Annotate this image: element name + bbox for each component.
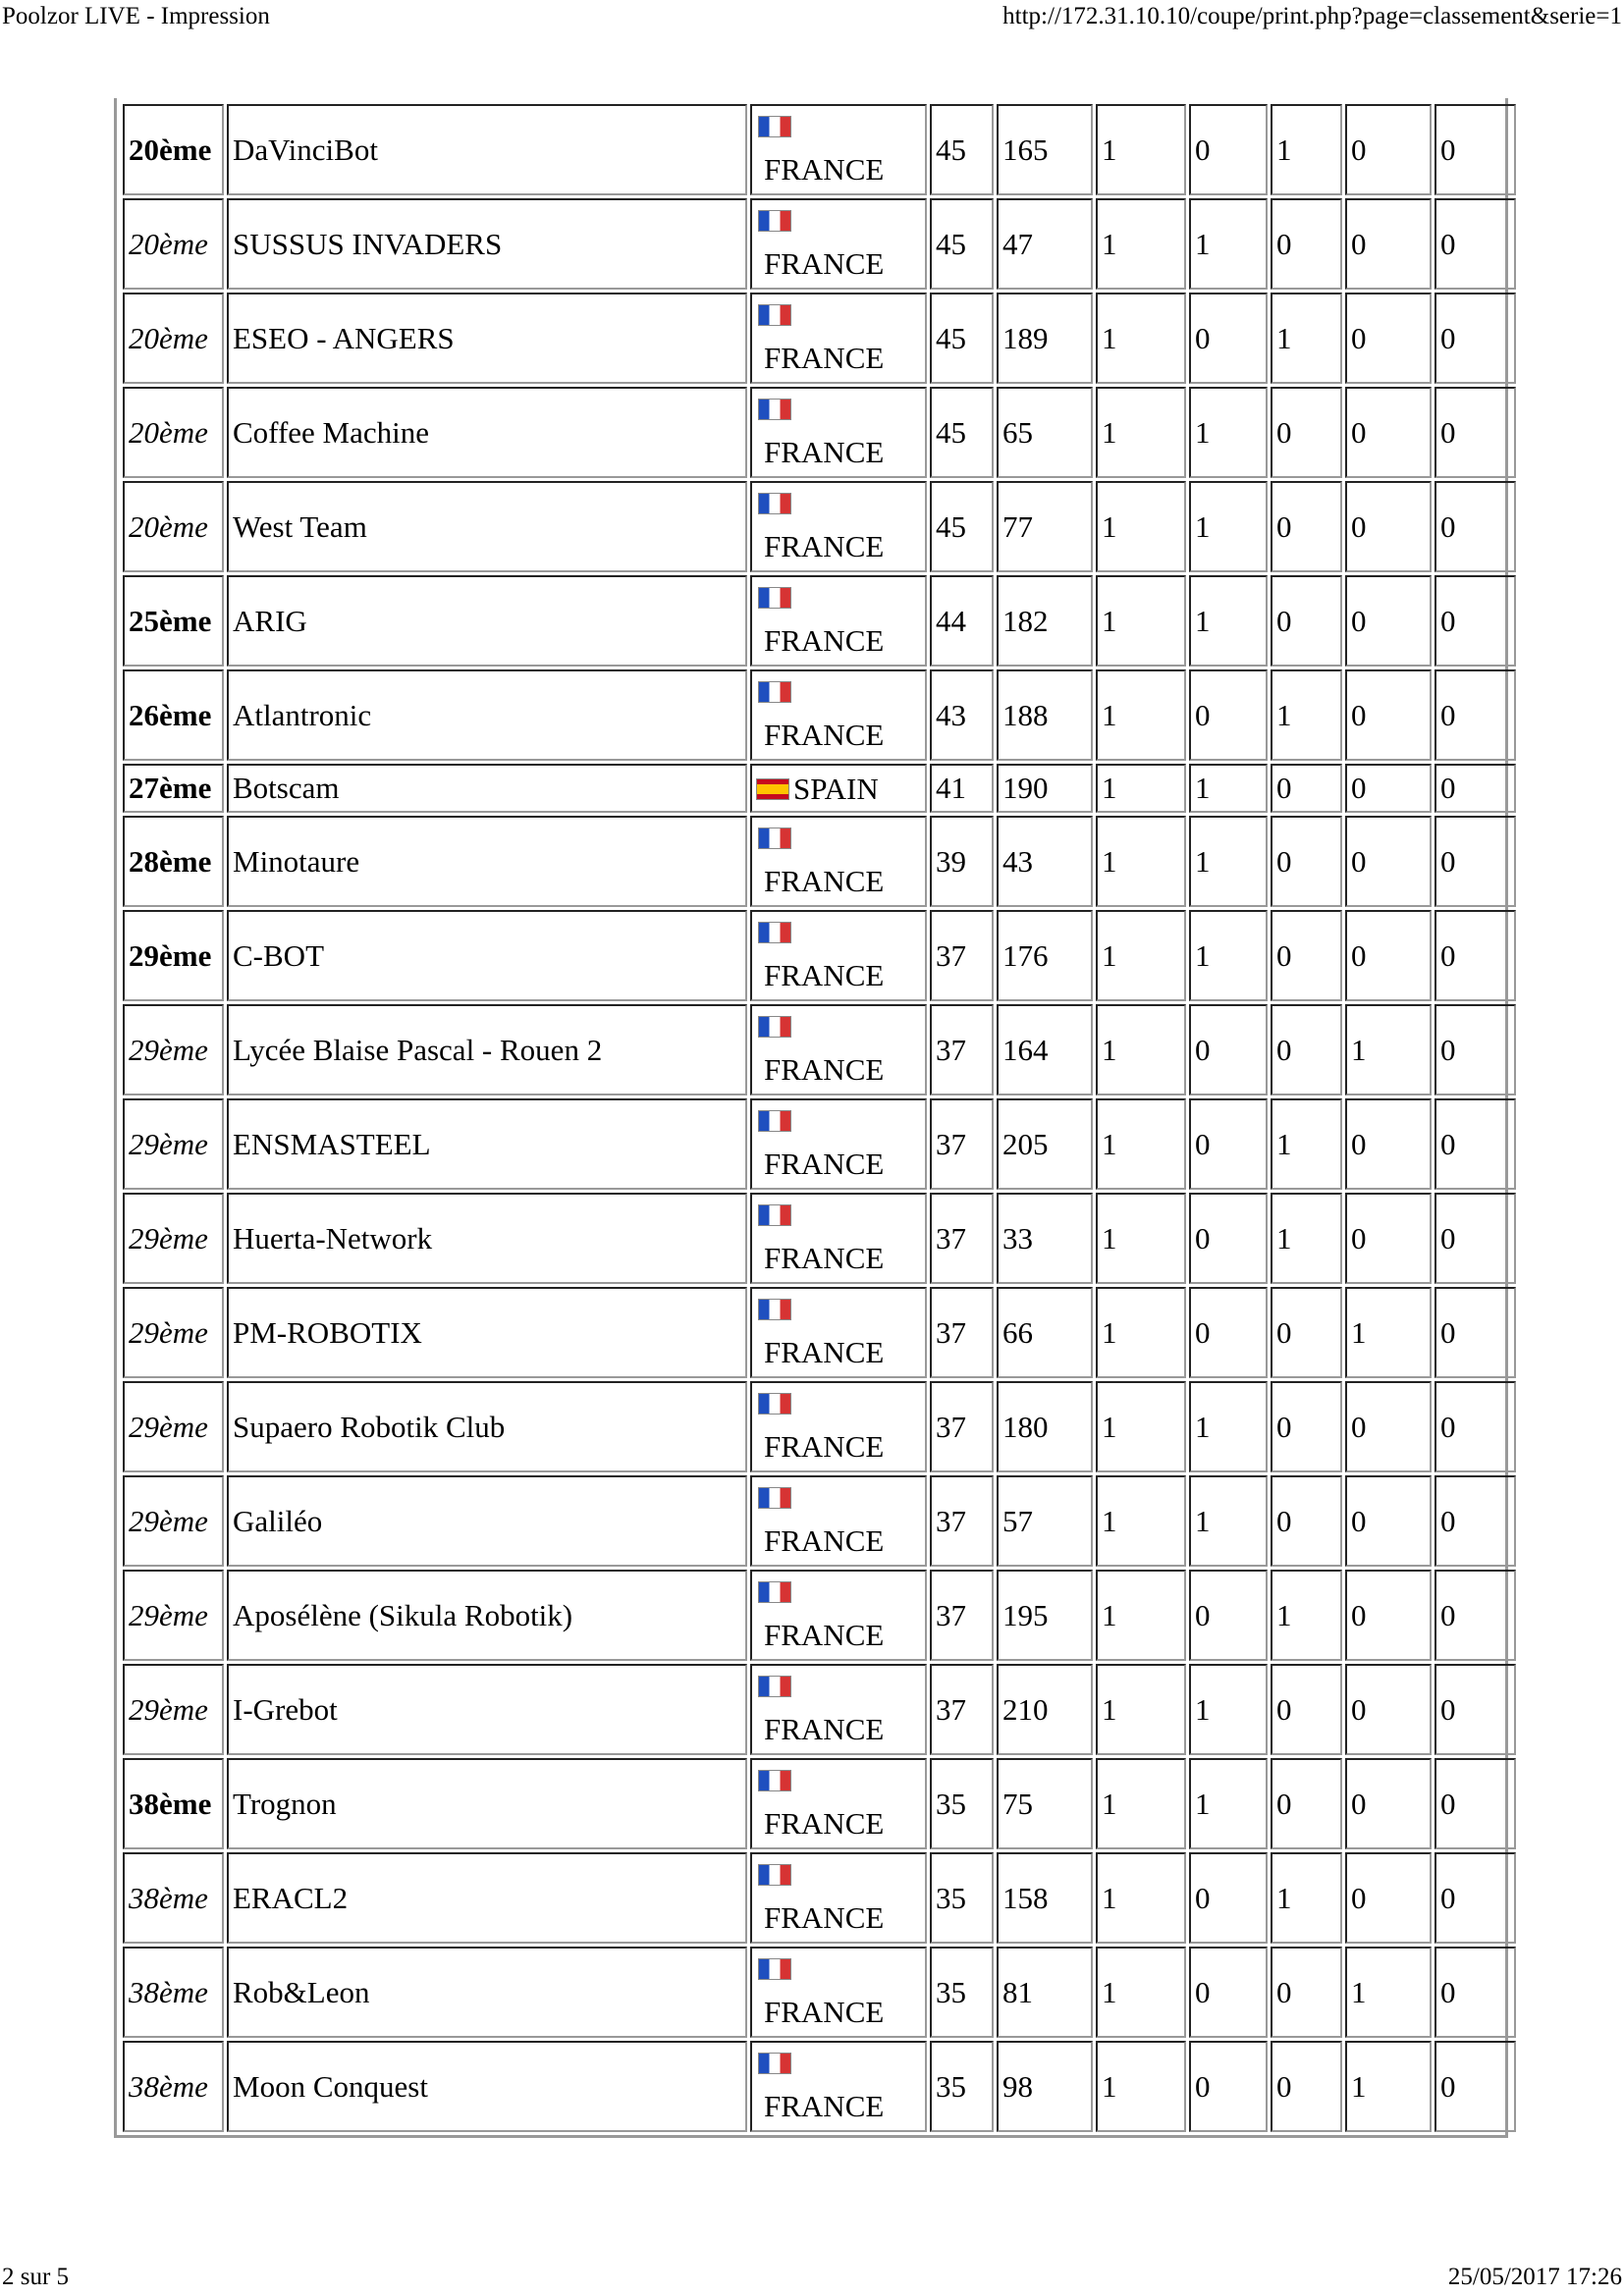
stat-cell-2: 0 — [1189, 293, 1268, 384]
stat-cell-3: 1 — [1271, 104, 1342, 195]
stat-cell-5: 0 — [1435, 1287, 1516, 1378]
team-name-cell: West Team — [227, 481, 747, 572]
score-cell: 41 — [930, 764, 994, 813]
stat-cell-4: 0 — [1345, 764, 1432, 813]
country-cell — [750, 1381, 927, 1472]
team-id-cell: 190 — [997, 764, 1093, 813]
stat-cell-3: 0 — [1271, 2041, 1342, 2132]
table-row — [123, 1475, 1516, 1567]
table-row — [123, 1004, 1516, 1095]
stat-cell-3: 0 — [1271, 1004, 1342, 1095]
stat-cell-2: 0 — [1189, 1947, 1268, 2038]
stat-cell-3: 0 — [1271, 910, 1342, 1001]
stat-cell-5: 0 — [1435, 575, 1516, 667]
team-id-cell: 158 — [997, 1852, 1093, 1944]
team-name-cell: Minotaure — [227, 816, 747, 907]
score-cell: 45 — [930, 104, 994, 195]
stat-cell-5: 0 — [1435, 1193, 1516, 1284]
rank-cell: 29ème — [123, 1664, 224, 1755]
stat-cell-2: 0 — [1189, 2041, 1268, 2132]
france-flag-icon — [758, 304, 791, 326]
country-cell — [750, 104, 927, 195]
team-name-cell: Lycée Blaise Pascal - Rouen 2 — [227, 1004, 747, 1095]
score-cell: 43 — [930, 669, 994, 761]
country-name: FRANCE — [764, 1335, 885, 1369]
team-name-cell: PM-ROBOTIX — [227, 1287, 747, 1378]
team-name-cell: SUSSUS INVADERS — [227, 198, 747, 290]
stat-cell-4: 0 — [1345, 910, 1432, 1001]
country-name: FRANCE — [764, 1241, 885, 1275]
team-name-cell: Botscam — [227, 764, 747, 813]
rank-cell: 26ème — [123, 669, 224, 761]
team-name-cell: C-BOT — [227, 910, 747, 1001]
team-name-cell: I-Grebot — [227, 1664, 747, 1755]
stat-cell-4: 0 — [1345, 481, 1432, 572]
stat-cell-3: 0 — [1271, 481, 1342, 572]
stat-cell-3: 1 — [1271, 1570, 1342, 1661]
score-cell: 45 — [930, 481, 994, 572]
stat-cell-4: 0 — [1345, 669, 1432, 761]
rank-cell: 29ème — [123, 1287, 224, 1378]
stat-cell-3: 0 — [1271, 1947, 1342, 2038]
stat-cell-1: 1 — [1096, 1852, 1186, 1944]
stat-cell-5: 0 — [1435, 481, 1516, 572]
country-cell — [750, 198, 927, 290]
country-name: FRANCE — [764, 864, 885, 898]
stat-cell-5: 0 — [1435, 764, 1516, 813]
stat-cell-1: 1 — [1096, 1664, 1186, 1755]
table-row — [123, 481, 1516, 572]
country-cell — [750, 1758, 927, 1849]
stat-cell-3: 1 — [1271, 293, 1342, 384]
page-header-title: Poolzor LIVE - Impression — [2, 3, 270, 29]
stat-cell-4: 0 — [1345, 293, 1432, 384]
score-cell: 35 — [930, 2041, 994, 2132]
country-name: FRANCE — [764, 1995, 885, 2029]
country-cell — [750, 1004, 927, 1095]
country-name: FRANCE — [764, 1052, 885, 1087]
score-cell: 35 — [930, 1852, 994, 1944]
france-flag-icon — [758, 587, 791, 609]
france-flag-icon — [758, 1204, 791, 1226]
stat-cell-2: 1 — [1189, 1475, 1268, 1567]
table-row — [123, 1570, 1516, 1661]
stat-cell-1: 1 — [1096, 764, 1186, 813]
stat-cell-5: 0 — [1435, 1758, 1516, 1849]
country-cell — [750, 1570, 927, 1661]
stat-cell-2: 0 — [1189, 1570, 1268, 1661]
country-cell — [750, 293, 927, 384]
stat-cell-1: 1 — [1096, 910, 1186, 1001]
stat-cell-4: 0 — [1345, 1381, 1432, 1472]
country-cell — [750, 1852, 927, 1944]
stat-cell-4: 1 — [1345, 1287, 1432, 1378]
score-cell: 37 — [930, 1004, 994, 1095]
france-flag-icon — [758, 1770, 791, 1791]
rank-cell: 29ème — [123, 1098, 224, 1190]
score-cell: 45 — [930, 387, 994, 478]
country-name: FRANCE — [764, 152, 885, 187]
table-row — [123, 1758, 1516, 1849]
stat-cell-2: 1 — [1189, 198, 1268, 290]
stat-cell-3: 0 — [1271, 387, 1342, 478]
rank-cell: 29ème — [123, 1193, 224, 1284]
country-name: FRANCE — [764, 623, 885, 658]
rank-cell: 25ème — [123, 575, 224, 667]
table-row — [123, 1852, 1516, 1944]
stat-cell-5: 0 — [1435, 816, 1516, 907]
stat-cell-1: 1 — [1096, 1758, 1186, 1849]
country-cell — [750, 764, 927, 813]
stat-cell-3: 0 — [1271, 816, 1342, 907]
stat-cell-4: 0 — [1345, 1193, 1432, 1284]
team-name-cell: Coffee Machine — [227, 387, 747, 478]
france-flag-icon — [758, 828, 791, 849]
stat-cell-5: 0 — [1435, 198, 1516, 290]
rank-cell: 20ème — [123, 198, 224, 290]
table-row — [123, 1947, 1516, 2038]
rank-cell: 38ème — [123, 1947, 224, 2038]
team-name-cell: ARIG — [227, 575, 747, 667]
team-id-cell: 33 — [997, 1193, 1093, 1284]
team-id-cell: 205 — [997, 1098, 1093, 1190]
team-id-cell: 81 — [997, 1947, 1093, 2038]
stat-cell-4: 0 — [1345, 1664, 1432, 1755]
stat-cell-1: 1 — [1096, 816, 1186, 907]
stat-cell-1: 1 — [1096, 293, 1186, 384]
stat-cell-1: 1 — [1096, 1287, 1186, 1378]
table-row — [123, 910, 1516, 1001]
stat-cell-4: 0 — [1345, 1758, 1432, 1849]
page-header-url: http://172.31.10.10/coupe/print.php?page=classement&serie=1 — [1002, 3, 1622, 29]
stat-cell-2: 0 — [1189, 1852, 1268, 1944]
stat-cell-1: 1 — [1096, 1475, 1186, 1567]
team-id-cell: 182 — [997, 575, 1093, 667]
stat-cell-4: 1 — [1345, 2041, 1432, 2132]
stat-cell-5: 0 — [1435, 1852, 1516, 1944]
team-id-cell: 66 — [997, 1287, 1093, 1378]
page-footer-datetime: 25/05/2017 17:26 — [1447, 2264, 1622, 2290]
stat-cell-4: 0 — [1345, 198, 1432, 290]
team-name-cell: Galiléo — [227, 1475, 747, 1567]
score-cell: 37 — [930, 1570, 994, 1661]
country-name: FRANCE — [764, 1806, 885, 1841]
rank-cell: 20ème — [123, 293, 224, 384]
stat-cell-4: 0 — [1345, 387, 1432, 478]
france-flag-icon — [758, 922, 791, 943]
country-name: FRANCE — [764, 1429, 885, 1464]
team-id-cell: 164 — [997, 1004, 1093, 1095]
stat-cell-1: 1 — [1096, 1570, 1186, 1661]
stat-cell-2: 1 — [1189, 481, 1268, 572]
country-name: FRANCE — [764, 529, 885, 563]
country-cell — [750, 481, 927, 572]
rank-cell: 29ème — [123, 1004, 224, 1095]
stat-cell-2: 1 — [1189, 1381, 1268, 1472]
france-flag-icon — [758, 1393, 791, 1415]
table-row — [123, 387, 1516, 478]
table-row — [123, 1287, 1516, 1378]
team-name-cell: ESEO - ANGERS — [227, 293, 747, 384]
rank-cell: 29ème — [123, 1475, 224, 1567]
stat-cell-1: 1 — [1096, 1947, 1186, 2038]
table-row — [123, 104, 1516, 195]
stat-cell-5: 0 — [1435, 669, 1516, 761]
score-cell: 37 — [930, 1664, 994, 1755]
country-cell — [750, 1947, 927, 2038]
stat-cell-5: 0 — [1435, 1570, 1516, 1661]
stat-cell-4: 0 — [1345, 1570, 1432, 1661]
team-id-cell: 176 — [997, 910, 1093, 1001]
team-name-cell: Aposélène (Sikula Robotik) — [227, 1570, 747, 1661]
score-cell: 39 — [930, 816, 994, 907]
country-name: FRANCE — [764, 341, 885, 375]
stat-cell-4: 1 — [1345, 1947, 1432, 2038]
table-row — [123, 1098, 1516, 1190]
country-name: FRANCE — [764, 246, 885, 281]
stat-cell-1: 1 — [1096, 2041, 1186, 2132]
stat-cell-3: 0 — [1271, 198, 1342, 290]
stat-cell-5: 0 — [1435, 1664, 1516, 1755]
stat-cell-3: 1 — [1271, 1193, 1342, 1284]
rank-cell: 38ème — [123, 2041, 224, 2132]
score-cell: 37 — [930, 1475, 994, 1567]
country-name: FRANCE — [764, 1900, 885, 1935]
stat-cell-2: 0 — [1189, 1004, 1268, 1095]
stat-cell-1: 1 — [1096, 1004, 1186, 1095]
stat-cell-3: 0 — [1271, 1664, 1342, 1755]
stat-cell-3: 0 — [1271, 1475, 1342, 1567]
rank-cell: 38ème — [123, 1852, 224, 1944]
stat-cell-5: 0 — [1435, 1947, 1516, 2038]
team-id-cell: 75 — [997, 1758, 1093, 1849]
france-flag-icon — [758, 1958, 791, 1980]
team-id-cell: 210 — [997, 1664, 1093, 1755]
france-flag-icon — [758, 1299, 791, 1320]
rank-cell: 20ème — [123, 387, 224, 478]
table-row — [123, 1193, 1516, 1284]
stat-cell-4: 0 — [1345, 1852, 1432, 1944]
stat-cell-2: 0 — [1189, 669, 1268, 761]
table-row — [123, 2041, 1516, 2132]
stat-cell-3: 0 — [1271, 764, 1342, 813]
country-name: FRANCE — [764, 1147, 885, 1181]
stat-cell-1: 1 — [1096, 1381, 1186, 1472]
country-cell — [750, 1287, 927, 1378]
team-id-cell: 47 — [997, 198, 1093, 290]
country-cell — [750, 816, 927, 907]
rank-cell: 20ème — [123, 481, 224, 572]
table-row — [123, 198, 1516, 290]
france-flag-icon — [758, 1016, 791, 1038]
france-flag-icon — [758, 1864, 791, 1886]
country-cell — [750, 669, 927, 761]
score-cell: 37 — [930, 1287, 994, 1378]
stat-cell-5: 0 — [1435, 2041, 1516, 2132]
stat-cell-1: 1 — [1096, 481, 1186, 572]
france-flag-icon — [758, 493, 791, 514]
team-id-cell: 57 — [997, 1475, 1093, 1567]
table-row — [123, 669, 1516, 761]
team-id-cell: 165 — [997, 104, 1093, 195]
score-cell: 45 — [930, 198, 994, 290]
stat-cell-5: 0 — [1435, 1381, 1516, 1472]
team-name-cell: Huerta-Network — [227, 1193, 747, 1284]
stat-cell-5: 0 — [1435, 387, 1516, 478]
team-name-cell: ERACL2 — [227, 1852, 747, 1944]
stat-cell-1: 1 — [1096, 198, 1186, 290]
stat-cell-1: 1 — [1096, 1193, 1186, 1284]
stat-cell-5: 0 — [1435, 1004, 1516, 1095]
stat-cell-2: 1 — [1189, 1758, 1268, 1849]
country-name: FRANCE — [764, 718, 885, 752]
stat-cell-4: 1 — [1345, 1004, 1432, 1095]
stat-cell-2: 1 — [1189, 910, 1268, 1001]
stat-cell-3: 0 — [1271, 1287, 1342, 1378]
stat-cell-3: 1 — [1271, 669, 1342, 761]
team-id-cell: 98 — [997, 2041, 1093, 2132]
stat-cell-4: 0 — [1345, 575, 1432, 667]
rank-cell: 29ème — [123, 1570, 224, 1661]
stat-cell-3: 0 — [1271, 1381, 1342, 1472]
country-cell — [750, 2041, 927, 2132]
page-footer-page-number: 2 sur 5 — [2, 2264, 70, 2290]
score-cell: 44 — [930, 575, 994, 667]
france-flag-icon — [758, 2053, 791, 2074]
country-name: FRANCE — [764, 1712, 885, 1746]
team-name-cell: Supaero Robotik Club — [227, 1381, 747, 1472]
country-cell — [750, 575, 927, 667]
france-flag-icon — [758, 1110, 791, 1132]
team-id-cell: 65 — [997, 387, 1093, 478]
rank-cell: 20ème — [123, 104, 224, 195]
stat-cell-2: 0 — [1189, 1193, 1268, 1284]
team-id-cell: 180 — [997, 1381, 1093, 1472]
stat-cell-4: 0 — [1345, 1098, 1432, 1190]
team-id-cell: 189 — [997, 293, 1093, 384]
team-name-cell: Atlantronic — [227, 669, 747, 761]
stat-cell-1: 1 — [1096, 387, 1186, 478]
country-cell — [750, 1475, 927, 1567]
stat-cell-2: 0 — [1189, 1287, 1268, 1378]
stat-cell-4: 0 — [1345, 816, 1432, 907]
stat-cell-5: 0 — [1435, 104, 1516, 195]
score-cell: 35 — [930, 1758, 994, 1849]
rank-cell: 28ème — [123, 816, 224, 907]
stat-cell-2: 1 — [1189, 575, 1268, 667]
score-cell: 37 — [930, 910, 994, 1001]
score-cell: 35 — [930, 1947, 994, 2038]
rank-cell: 29ème — [123, 910, 224, 1001]
stat-cell-4: 0 — [1345, 1475, 1432, 1567]
stat-cell-2: 1 — [1189, 764, 1268, 813]
stat-cell-5: 0 — [1435, 910, 1516, 1001]
stat-cell-1: 1 — [1096, 575, 1186, 667]
score-cell: 37 — [930, 1381, 994, 1472]
team-name-cell: Rob&Leon — [227, 1947, 747, 2038]
stat-cell-3: 1 — [1271, 1098, 1342, 1190]
france-flag-icon — [758, 1581, 791, 1603]
ranking-table — [120, 101, 1519, 2135]
stat-cell-1: 1 — [1096, 104, 1186, 195]
france-flag-icon — [758, 1676, 791, 1697]
score-cell: 37 — [930, 1098, 994, 1190]
country-name: FRANCE — [764, 1523, 885, 1558]
country-cell — [750, 1193, 927, 1284]
stat-cell-5: 0 — [1435, 293, 1516, 384]
country-name: FRANCE — [764, 435, 885, 469]
score-cell: 37 — [930, 1193, 994, 1284]
country-name: FRANCE — [764, 958, 885, 992]
stat-cell-3: 0 — [1271, 575, 1342, 667]
stat-cell-5: 0 — [1435, 1475, 1516, 1567]
table-row — [123, 1381, 1516, 1472]
table-row — [123, 575, 1516, 667]
table-row — [123, 293, 1516, 384]
stat-cell-2: 1 — [1189, 816, 1268, 907]
table-row — [123, 816, 1516, 907]
stat-cell-2: 0 — [1189, 104, 1268, 195]
ranking-table-frame — [114, 98, 1508, 2138]
rank-cell: 38ème — [123, 1758, 224, 1849]
stat-cell-5: 0 — [1435, 1098, 1516, 1190]
team-id-cell: 188 — [997, 669, 1093, 761]
team-name-cell: Moon Conquest — [227, 2041, 747, 2132]
stat-cell-3: 1 — [1271, 1852, 1342, 1944]
country-cell — [750, 1664, 927, 1755]
stat-cell-4: 0 — [1345, 104, 1432, 195]
stat-cell-3: 0 — [1271, 1758, 1342, 1849]
stat-cell-2: 1 — [1189, 387, 1268, 478]
ranking-table-body — [123, 104, 1516, 2132]
rank-cell: 29ème — [123, 1381, 224, 1472]
table-row — [123, 1664, 1516, 1755]
team-name-cell: DaVinciBot — [227, 104, 747, 195]
france-flag-icon — [758, 399, 791, 420]
france-flag-icon — [758, 210, 791, 232]
france-flag-icon — [758, 681, 791, 703]
country-name: SPAIN — [793, 772, 879, 807]
score-cell: 45 — [930, 293, 994, 384]
stat-cell-1: 1 — [1096, 669, 1186, 761]
stat-cell-1: 1 — [1096, 1098, 1186, 1190]
country-name: FRANCE — [764, 2089, 885, 2123]
team-id-cell: 43 — [997, 816, 1093, 907]
country-name: FRANCE — [764, 1618, 885, 1652]
table-row — [123, 764, 1516, 813]
country-cell — [750, 387, 927, 478]
country-cell — [750, 1098, 927, 1190]
team-id-cell: 195 — [997, 1570, 1093, 1661]
rank-cell: 27ème — [123, 764, 224, 813]
france-flag-icon — [758, 1487, 791, 1509]
stat-cell-2: 1 — [1189, 1664, 1268, 1755]
country-cell — [750, 910, 927, 1001]
team-name-cell: Trognon — [227, 1758, 747, 1849]
france-flag-icon — [758, 116, 791, 137]
stat-cell-2: 0 — [1189, 1098, 1268, 1190]
spain-flag-icon — [756, 778, 789, 800]
team-name-cell: ENSMASTEEL — [227, 1098, 747, 1190]
team-id-cell: 77 — [997, 481, 1093, 572]
